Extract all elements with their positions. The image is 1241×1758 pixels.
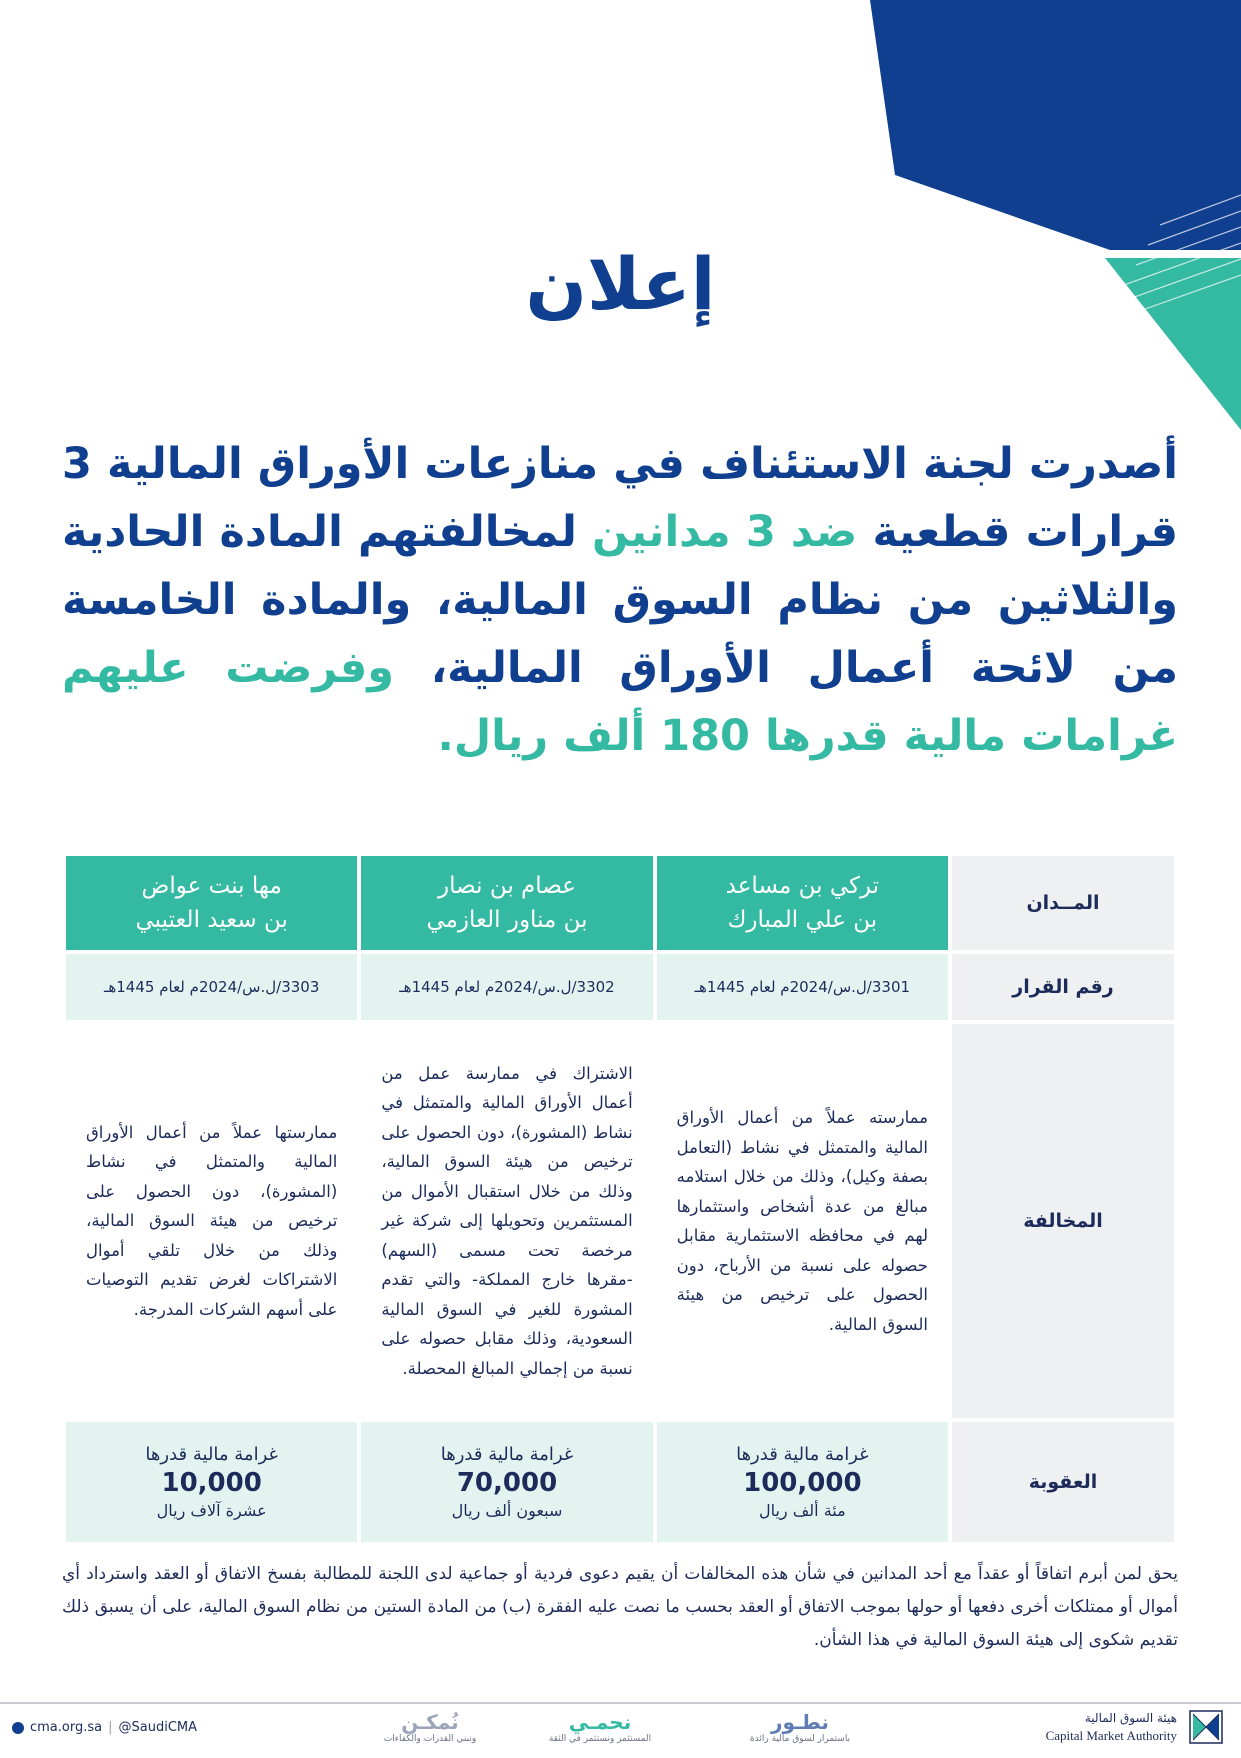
slogan-title: نحمـي [568, 1710, 632, 1734]
decision-number-cell: 3303/ل.س/2024م لعام 1445هـ [66, 954, 357, 1020]
intro-highlight-2: وفرضت عليهم غرامات مالية قدرها 180 ألف ريال. [62, 643, 1178, 761]
convicted-name-line1: تركي بن مساعد [725, 873, 880, 899]
row-label-decision-number: رقم القرار [952, 954, 1174, 1020]
table-row-decision-number [66, 954, 1174, 1020]
penalty-label: غرامة مالية قدرها [145, 1444, 278, 1465]
slogan-subtitle: باستمرار لسوق مالية رائدة [749, 1734, 851, 1744]
violation-cell: ممارستها عملاً من أعمال الأوراق المالية والمتمثل في نشاط (المشورة)، دون الحصول على ترخيص من هيئة السوق المالية، وذلك من خلال تلقي أموال الاشتراكات لغرض تقديم التوصيات على أسهم الشركات المدرجة. [66, 1024, 357, 1418]
intro-paragraph [62, 430, 1178, 770]
decision-number-cell: 3302/ل.س/2024م لعام 1445هـ [361, 954, 652, 1020]
convicted-name-line2: بن علي المبارك [727, 907, 878, 933]
footer [0, 1708, 1241, 1758]
table-row-penalty [66, 1422, 1174, 1542]
slogan-enable [365, 1710, 495, 1744]
slogan-title: نُمكـن [401, 1710, 459, 1734]
footer-contacts [12, 1720, 197, 1735]
convicted-name-line1: عصام بن نصار [438, 873, 576, 899]
penalty-label: غرامة مالية قدرها [440, 1444, 574, 1465]
table-row-convicted [66, 856, 1174, 950]
penalty-cell [361, 1422, 652, 1542]
intro-text-2: لمخالفتهم المادة الحادية والثلاثين من نظام السوق المالية، والمادة الخامسة من لائحة أعمال الأوراق المالية، [62, 507, 1178, 693]
separator: | [108, 1720, 113, 1735]
penalty-cell [66, 1422, 357, 1542]
penalty-cell [657, 1422, 948, 1542]
decision-number-cell: 3301/ل.س/2024م لعام 1445هـ [657, 954, 948, 1020]
logo-text [1046, 1710, 1177, 1744]
intro-text-1: أصدرت لجنة الاستئناف في منازعات الأوراق المالية 3 قرارات قطعية [62, 439, 1178, 557]
convicted-name-line2: بن سعيد العتيبي [135, 907, 288, 933]
legal-footnote: يحق لمن أبرم اتفاقاً أو عقداً مع أحد المدانين في شأن هذه المخالفات أن يقيم دعوى فردية أو جماعية لدى اللجنة للمطالبة بفسخ الاتفاق أو العقد واسترداد أي أموال أو ممتلكات أخرى دفعها أو حولها بموجب الاتفاق أو العقد بحسب ما نصت عليه الفقرة (ب) من المادة الستين من نظام السوق المالية، على أن يسبق ذلك تقديم شكوى إلى هيئة السوق المالية في هذا الشأن. [62, 1564, 1178, 1650]
logo-english-name: Capital Market Authority [1045, 1728, 1177, 1743]
slogan-subtitle: ونبني القدرات والكفاءات [383, 1734, 477, 1744]
slogan-subtitle: المستثمر ونستثمر في الثقة [548, 1734, 652, 1744]
penalty-label: غرامة مالية قدرها [736, 1444, 869, 1465]
penalty-amount: 100,000 [743, 1468, 862, 1498]
table-row-violation [66, 1024, 1174, 1418]
penalty-amount: 10,000 [161, 1468, 262, 1498]
convicted-name-cell [66, 856, 357, 950]
decisions-table [62, 852, 1178, 1546]
penalty-amount: 70,000 [456, 1468, 558, 1498]
logo-arabic-name: هيئة السوق المالية [1084, 1711, 1177, 1725]
row-label-convicted: المــدان [952, 856, 1174, 950]
penalty-words: مئة ألف ريال [758, 1501, 846, 1520]
footer-divider [0, 1702, 1241, 1704]
penalty-words: عشرة آلاف ريال [156, 1501, 267, 1520]
convicted-name-cell [361, 856, 652, 950]
social-handle-link[interactable]: @SaudiCMA [118, 1720, 198, 1735]
violation-cell: ممارسته عملاً من أعمال الأوراق المالية والمتمثل في نشاط (التعامل بصفة وكيل)، وذلك من خلال استلامه مبالغ من عدة أشخاص واستثمارها لهم في محافظه الاستثمارية مقابل حصوله على نسبة من الأرباح، دون الحصول على ترخيص من هيئة السوق المالية. [657, 1024, 948, 1418]
convicted-name-line1: مها بنت عواض [141, 873, 282, 899]
cma-logo [1046, 1710, 1223, 1744]
row-label-violation: المخالفة [952, 1024, 1174, 1418]
convicted-name-line2: بن مناور العازمي [426, 907, 588, 933]
slogan-protect [535, 1710, 665, 1744]
convicted-name-cell [657, 856, 948, 950]
website-link[interactable]: cma.org.sa [30, 1720, 103, 1735]
slogan-title: نطـور [771, 1710, 829, 1734]
violation-cell: الاشتراك في ممارسة عمل من أعمال الأوراق المالية والمتمثل في نشاط (المشورة)، دون الحصول على ترخيص من هيئة السوق المالية، وذلك من خلال استقبال الأموال من المستثمرين وتحويلها إلى شركة غير مرخصة تحت مسمى (السهم) -مقرها خارج المملكة- والتي تقدم المشورة للغير في السوق المالية السعودية، وذلك مقابل حصوله على نسبة من إجمالي المبالغ المحصلة. [361, 1024, 652, 1418]
blue-band-shape [870, 0, 1241, 250]
page-title: إعلان [525, 242, 716, 326]
penalty-words: سبعون ألف ريال [451, 1501, 563, 1520]
slogan-develop [735, 1710, 865, 1744]
cma-emblem-icon [1189, 1710, 1223, 1744]
row-label-penalty: العقوبة [952, 1422, 1174, 1542]
globe-icon [12, 1722, 24, 1734]
intro-highlight-1: ضد 3 مدانين [592, 507, 858, 557]
corner-decoration [0, 0, 1241, 440]
